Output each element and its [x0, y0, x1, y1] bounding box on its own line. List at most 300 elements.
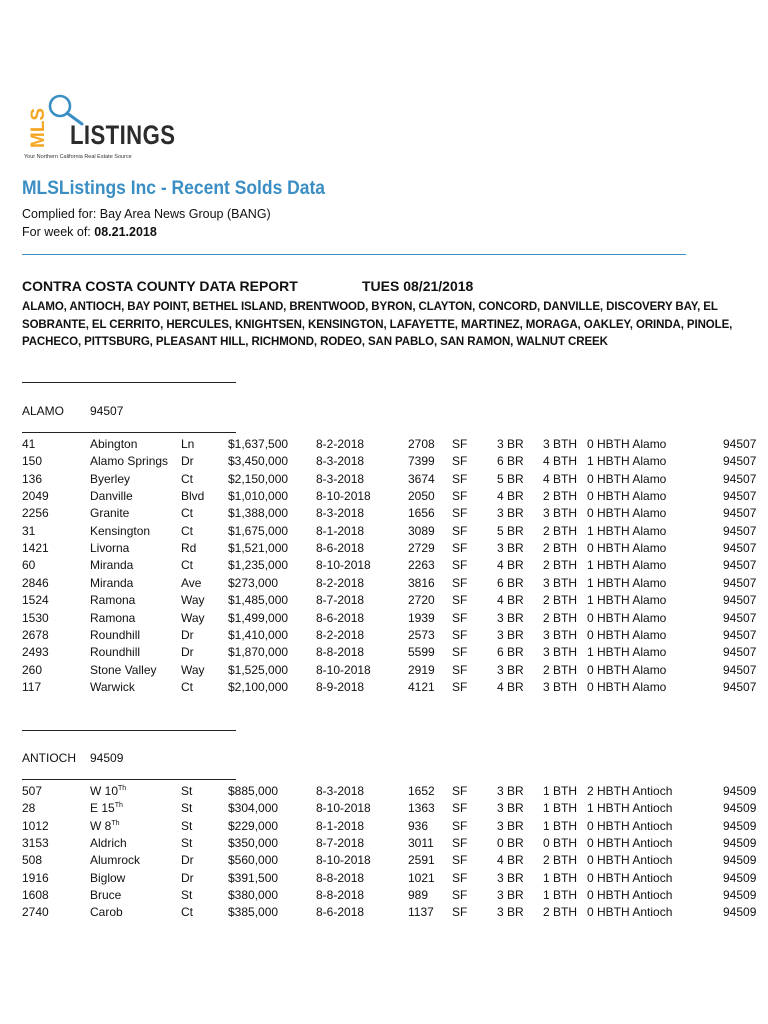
cell-street: Warwick [90, 679, 135, 694]
table-row [0, 836, 768, 853]
cell-zip: 94507 [723, 610, 757, 625]
cell-price: $3,450,000 [228, 454, 289, 469]
cell-price: $273,000 [228, 575, 279, 590]
cell-type: Ct [181, 506, 193, 521]
cell-zip: 94507 [723, 506, 757, 521]
table-row [0, 472, 768, 489]
cell-type: Ct [181, 558, 193, 573]
cell-street: Kensington [90, 523, 151, 538]
cell-bth: 3 BTH [543, 627, 578, 642]
cell-price: $1,870,000 [228, 645, 289, 660]
cell-type: Dr [181, 454, 194, 469]
cell-br: 5 BR [497, 523, 524, 538]
section-city: ANTIOCH [22, 751, 76, 765]
cell-hbth: 0 HBTH Antioch [587, 905, 673, 920]
cell-street: Ramona [90, 593, 136, 608]
report-date: TUES 08/21/2018 [362, 278, 474, 294]
section-heading-antioch [22, 751, 124, 765]
cell-price: $560,000 [228, 853, 279, 868]
cell-hbth: 2 HBTH Antioch [587, 784, 673, 798]
cell-hbth: 1 HBTH Alamo [587, 454, 667, 469]
cell-zip: 94507 [723, 489, 757, 504]
cell-street: E 15Th [90, 801, 123, 816]
cell-num: 28 [22, 801, 36, 816]
cell-date: 8-6-2018 [316, 610, 365, 625]
cell-sqft: 1939 [408, 610, 435, 625]
cell-sf: SF [452, 853, 468, 868]
cell-num: 260 [22, 662, 43, 677]
cell-sf: SF [452, 888, 468, 903]
cell-sf: SF [452, 437, 468, 451]
cell-street: Aldrich [90, 836, 127, 851]
cell-bth: 3 BTH [543, 506, 578, 521]
cell-hbth: 1 HBTH Antioch [587, 801, 673, 816]
cell-type: Dr [181, 645, 194, 660]
cell-num: 117 [22, 679, 42, 694]
cell-sf: SF [452, 870, 468, 885]
cell-num: 507 [22, 784, 43, 798]
cell-num: 2049 [22, 489, 49, 504]
cell-br: 3 BR [497, 784, 524, 798]
cell-hbth: 0 HBTH Antioch [587, 888, 673, 903]
week-value: 08.21.2018 [94, 225, 157, 239]
cell-date: 8-10-2018 [316, 801, 371, 816]
cell-br: 3 BR [497, 437, 524, 451]
cell-sqft: 3011 [408, 836, 434, 851]
table-row [0, 628, 768, 645]
cell-hbth: 0 HBTH Antioch [587, 870, 673, 885]
cell-br: 3 BR [497, 818, 524, 833]
cell-date: 8-3-2018 [316, 454, 365, 469]
cell-type: St [181, 818, 193, 833]
cell-type: St [181, 801, 193, 816]
cell-br: 6 BR [497, 454, 524, 469]
cell-street: Livorna [90, 541, 130, 556]
cell-zip: 94509 [723, 801, 757, 816]
cell-num: 41 [22, 437, 36, 451]
cell-date: 8-10-2018 [316, 489, 371, 504]
cell-date: 8-7-2018 [316, 836, 365, 851]
cell-price: $229,000 [228, 818, 279, 833]
section-heading-alamo [22, 404, 124, 418]
cell-hbth: 0 HBTH Alamo [587, 471, 667, 486]
cell-hbth: 0 HBTH Antioch [587, 836, 673, 851]
cell-bth: 1 BTH [543, 888, 578, 903]
cell-zip: 94507 [723, 454, 757, 469]
cell-bth: 3 BTH [543, 679, 578, 694]
cell-sf: SF [452, 784, 468, 798]
cell-price: $1,235,000 [228, 558, 289, 573]
cell-num: 2740 [22, 905, 49, 920]
cell-br: 3 BR [497, 506, 524, 521]
cell-bth: 2 BTH [543, 662, 578, 677]
cell-br: 3 BR [497, 905, 524, 920]
cell-sqft: 3816 [408, 575, 435, 590]
cell-sqft: 2720 [408, 593, 435, 608]
cell-zip: 94507 [723, 575, 757, 590]
cell-type: Ct [181, 523, 193, 538]
cell-bth: 2 BTH [543, 558, 578, 573]
cell-price: $1,637,500 [228, 437, 289, 451]
cell-sf: SF [452, 541, 468, 556]
cell-date: 8-8-2018 [316, 870, 365, 885]
cell-br: 4 BR [497, 853, 524, 868]
cell-type: Ln [181, 437, 195, 451]
ordinal-suffix: Th [118, 785, 127, 792]
cell-hbth: 0 HBTH Alamo [587, 437, 667, 451]
cell-sf: SF [452, 506, 468, 521]
table-row [0, 680, 768, 697]
cell-sqft: 7399 [408, 454, 435, 469]
table-row [0, 888, 768, 905]
cell-sf: SF [452, 836, 468, 851]
table-row [0, 437, 768, 454]
cell-hbth: 1 HBTH Alamo [587, 593, 667, 608]
cell-num: 2678 [22, 627, 49, 642]
cell-zip: 94507 [723, 662, 757, 677]
cell-br: 6 BR [497, 645, 524, 660]
cell-street: Alumrock [90, 853, 141, 868]
cell-sf: SF [452, 489, 468, 504]
cell-date: 8-3-2018 [316, 471, 365, 486]
cell-date: 8-3-2018 [316, 506, 365, 521]
cell-sqft: 1363 [408, 801, 435, 816]
cell-sqft: 2919 [408, 662, 435, 677]
cell-date: 8-8-2018 [316, 888, 365, 903]
table-row [0, 576, 768, 593]
cell-hbth: 0 HBTH Antioch [587, 853, 673, 868]
cell-sqft: 2263 [408, 558, 435, 573]
cell-num: 150 [22, 454, 43, 469]
ordinal-suffix: Th [111, 819, 120, 827]
cell-br: 3 BR [497, 627, 524, 642]
cell-price: $2,100,000 [228, 679, 289, 694]
cell-zip: 94509 [723, 818, 757, 833]
cell-sqft: 936 [408, 818, 429, 833]
cell-price: $1,675,000 [228, 523, 289, 538]
cell-street: Alamo Springs [90, 454, 169, 469]
cell-street: Stone Valley [90, 662, 157, 677]
cell-zip: 94507 [723, 437, 757, 451]
mlslistings-logo [22, 90, 176, 164]
cell-zip: 94507 [723, 627, 757, 642]
cell-sqft: 1021 [408, 870, 435, 885]
report-title: CONTRA COSTA COUNTY DATA REPORT [22, 278, 298, 294]
cell-br: 4 BR [497, 679, 524, 694]
cell-sf: SF [452, 610, 468, 625]
cell-bth: 3 BTH [543, 645, 578, 660]
cell-bth: 2 BTH [543, 905, 578, 920]
cell-type: Blvd [181, 489, 205, 504]
cell-hbth: 1 HBTH Alamo [587, 523, 667, 538]
cell-num: 136 [22, 471, 43, 486]
cell-street: Carob [90, 905, 123, 920]
cell-br: 3 BR [497, 610, 524, 625]
cell-sqft: 2573 [408, 627, 435, 642]
cell-hbth: 1 HBTH Alamo [587, 645, 667, 660]
cell-type: Way [181, 593, 205, 608]
cell-num: 3153 [22, 836, 49, 851]
cell-zip: 94509 [723, 836, 757, 851]
cell-hbth: 0 HBTH Alamo [587, 662, 667, 677]
header-divider [22, 254, 686, 255]
cell-zip: 94509 [723, 870, 757, 885]
cell-sqft: 1137 [408, 905, 434, 920]
cell-date: 8-2-2018 [316, 437, 365, 451]
cell-street: Danville [90, 489, 133, 504]
cell-num: 1421 [22, 541, 49, 556]
cell-price: $380,000 [228, 888, 279, 903]
cell-price: $350,000 [228, 836, 279, 851]
cell-price: $1,010,000 [228, 489, 289, 504]
page-title: MLSListings Inc - Recent Solds Data [22, 178, 326, 199]
cell-sqft: 5599 [408, 645, 435, 660]
week-line [22, 225, 157, 239]
cell-br: 3 BR [497, 801, 524, 816]
cell-sqft: 4121 [408, 679, 435, 694]
cell-num: 1012 [22, 818, 49, 833]
table-row [0, 489, 768, 506]
cell-zip: 94507 [723, 541, 757, 556]
table-row [0, 611, 768, 628]
cell-num: 1530 [22, 610, 49, 625]
table-row [0, 663, 768, 680]
cell-br: 3 BR [497, 888, 524, 903]
cell-street: Byerley [90, 471, 131, 486]
cell-num: 508 [22, 853, 43, 868]
cell-num: 2493 [22, 645, 49, 660]
cell-sf: SF [452, 575, 468, 590]
cell-sqft: 2708 [408, 437, 435, 451]
cell-sf: SF [452, 593, 468, 608]
table-row [0, 558, 768, 575]
cell-price: $1,485,000 [228, 593, 289, 608]
cell-street: Biglow [90, 870, 126, 885]
cell-street: W 10Th [90, 784, 127, 798]
cell-price: $304,000 [228, 801, 279, 816]
table-row [0, 645, 768, 662]
cell-type: St [181, 888, 193, 903]
cell-hbth: 0 HBTH Alamo [587, 541, 667, 556]
cell-zip: 94507 [723, 645, 757, 660]
cell-date: 8-9-2018 [316, 679, 365, 694]
cell-sf: SF [452, 558, 468, 573]
cell-sqft: 1652 [408, 784, 435, 798]
cell-bth: 1 BTH [543, 784, 578, 798]
cell-type: Dr [181, 853, 194, 868]
section-zip: 94507 [90, 404, 124, 418]
cell-sf: SF [452, 662, 468, 677]
cell-street: Roundhill [90, 627, 141, 642]
cell-num: 1608 [22, 888, 49, 903]
cell-price: $1,410,000 [228, 627, 289, 642]
cell-date: 8-6-2018 [316, 905, 365, 920]
cell-hbth: 0 HBTH Alamo [587, 506, 667, 521]
cell-bth: 3 BTH [543, 575, 578, 590]
section-divider [22, 730, 236, 731]
logo-vertical-text: MLS [28, 107, 49, 148]
section-divider [22, 432, 236, 433]
cell-br: 6 BR [497, 575, 524, 590]
cell-bth: 2 BTH [543, 853, 578, 868]
cell-date: 8-8-2018 [316, 645, 365, 660]
cell-br: 0 BR [497, 836, 524, 851]
cell-zip: 94509 [723, 888, 757, 903]
table-row [0, 541, 768, 558]
cell-price: $1,525,000 [228, 662, 289, 677]
cell-sqft: 2591 [408, 853, 435, 868]
cell-zip: 94509 [723, 853, 757, 868]
cell-type: Dr [181, 627, 194, 642]
cell-zip: 94509 [723, 784, 757, 798]
cell-type: Way [181, 610, 205, 625]
cell-type: Way [181, 662, 205, 677]
cell-sf: SF [452, 627, 468, 642]
cell-hbth: 0 HBTH Alamo [587, 489, 667, 504]
table-row [0, 819, 768, 836]
logo-tagline: Your Northern California Real Estate Source [24, 154, 132, 160]
cell-street: Abington [90, 437, 138, 451]
city-list: ALAMO, ANTIOCH, BAY POINT, BETHEL ISLAND, BRENTWOOD, BYRON, CLAYTON, CONCORD, DANVILLE, DISCOVERY BAY, EL SOBRANTE, EL CERRITO, HERCULES, KNIGHTSEN, KENSINGTON, LAFAYETTE, MARTINEZ, MORAGA, OAKLEY, ORINDA, PINOLE, PACHECO, PITTSBURG, PLEASANT HILL, RICHMOND, RODEO, SAN PABLO, SAN RAMON, WALNUT CREEK [22, 301, 733, 348]
cell-bth: 2 BTH [543, 541, 578, 556]
cell-sf: SF [452, 471, 468, 486]
cell-zip: 94507 [723, 523, 757, 538]
cell-hbth: 0 HBTH Antioch [587, 818, 673, 833]
cell-hbth: 0 HBTH Alamo [587, 610, 667, 625]
cell-bth: 4 BTH [543, 471, 578, 486]
cell-street: Bruce [90, 888, 122, 903]
cell-type: Ct [181, 679, 193, 694]
cell-bth: 2 BTH [543, 489, 578, 504]
cell-zip: 94509 [723, 905, 757, 920]
cell-street: W 8Th [90, 818, 120, 833]
cell-date: 8-1-2018 [316, 818, 365, 833]
cell-price: $391,500 [228, 870, 279, 885]
cell-type: Dr [181, 870, 194, 885]
cell-price: $1,388,000 [228, 506, 289, 521]
table-row [0, 593, 768, 610]
cell-street: Miranda [90, 558, 134, 573]
week-label: For week of: [22, 225, 95, 239]
cell-zip: 94507 [723, 471, 757, 486]
cell-price: $2,150,000 [228, 471, 289, 486]
cell-type: St [181, 784, 193, 798]
section-divider [22, 779, 236, 780]
cell-br: 4 BR [497, 489, 524, 504]
cell-sqft: 989 [408, 888, 429, 903]
cell-bth: 1 BTH [543, 818, 578, 833]
table-row [0, 784, 768, 801]
cell-sf: SF [452, 679, 468, 694]
cell-date: 8-2-2018 [316, 575, 365, 590]
cell-zip: 94507 [723, 593, 757, 608]
cell-num: 2846 [22, 575, 49, 590]
cell-bth: 3 BTH [543, 437, 578, 451]
cell-date: 8-10-2018 [316, 853, 371, 868]
cell-street: Granite [90, 506, 130, 521]
cell-price: $1,521,000 [228, 541, 289, 556]
cell-type: Ave [181, 575, 202, 590]
cell-date: 8-10-2018 [316, 662, 371, 677]
cell-sf: SF [452, 818, 468, 833]
cell-zip: 94507 [723, 558, 757, 573]
cell-br: 3 BR [497, 870, 524, 885]
cell-bth: 1 BTH [543, 801, 578, 816]
cell-sf: SF [452, 523, 468, 538]
cell-date: 8-1-2018 [316, 523, 365, 538]
cell-num: 1916 [22, 870, 49, 885]
cell-br: 3 BR [497, 541, 524, 556]
logo-wordmark: LISTINGS [70, 120, 176, 150]
table-row [0, 871, 768, 888]
cell-bth: 0 BTH [543, 836, 578, 851]
table-row [0, 506, 768, 523]
cell-sqft: 1656 [408, 506, 435, 521]
table-row [0, 454, 768, 471]
cell-price: $1,499,000 [228, 610, 289, 625]
cell-br: 4 BR [497, 593, 524, 608]
cell-type: Rd [181, 541, 197, 556]
cell-bth: 2 BTH [543, 593, 578, 608]
cell-br: 3 BR [497, 662, 524, 677]
table-row [0, 853, 768, 870]
table-row [0, 905, 768, 922]
cell-sf: SF [452, 645, 468, 660]
ordinal-suffix: Th [114, 802, 123, 810]
section-divider [22, 382, 236, 383]
cell-sf: SF [452, 454, 468, 469]
cell-date: 8-2-2018 [316, 627, 365, 642]
cell-price: $385,000 [228, 905, 279, 920]
table-row [0, 801, 768, 818]
cell-street: Miranda [90, 575, 134, 590]
section-zip: 94509 [90, 751, 124, 765]
cell-sqft: 2729 [408, 541, 435, 556]
cell-sf: SF [452, 905, 468, 920]
cell-num: 31 [22, 523, 36, 538]
cell-bth: 4 BTH [543, 454, 578, 469]
cell-hbth: 1 HBTH Alamo [587, 575, 667, 590]
cell-sf: SF [452, 801, 468, 816]
table-row [0, 524, 768, 541]
cell-date: 8-3-2018 [316, 784, 365, 798]
cell-br: 4 BR [497, 558, 524, 573]
cell-hbth: 0 HBTH Alamo [587, 679, 667, 694]
cell-type: Ct [181, 905, 193, 920]
compiled-for-text: Complied for: Bay Area News Group (BANG) [22, 207, 271, 221]
cell-hbth: 0 HBTH Alamo [587, 627, 667, 642]
cell-street: Roundhill [90, 645, 141, 660]
cell-type: Ct [181, 471, 193, 486]
cell-hbth: 1 HBTH Alamo [587, 558, 667, 573]
cell-num: 2256 [22, 506, 49, 521]
cell-street: Ramona [90, 610, 136, 625]
cell-type: St [181, 836, 193, 851]
cell-br: 5 BR [497, 471, 524, 486]
cell-date: 8-6-2018 [316, 541, 365, 556]
cell-sqft: 3674 [408, 471, 435, 486]
cell-date: 8-10-2018 [316, 558, 371, 573]
cell-date: 8-7-2018 [316, 593, 365, 608]
cell-price: $885,000 [228, 784, 279, 798]
cell-bth: 2 BTH [543, 523, 578, 538]
cell-bth: 2 BTH [543, 610, 578, 625]
section-city: ALAMO [22, 404, 65, 418]
cell-sqft: 3089 [408, 523, 435, 538]
cell-sqft: 2050 [408, 489, 435, 504]
cell-zip: 94507 [723, 679, 757, 694]
cell-num: 1524 [22, 593, 49, 608]
